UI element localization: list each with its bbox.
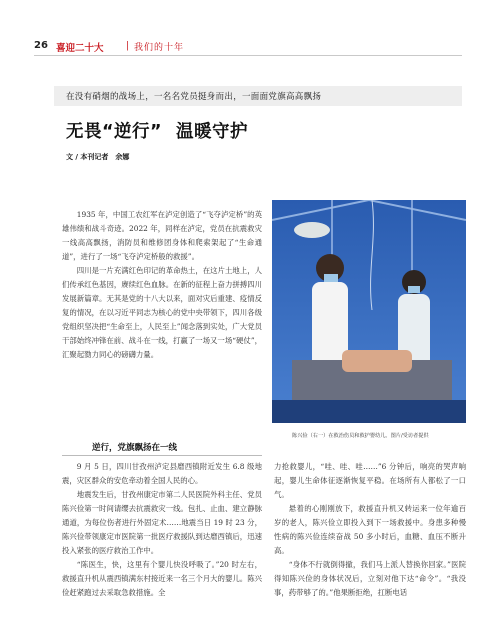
body-column-left	[62, 460, 262, 600]
section-heading: 逆行，党旗飘扬在一线	[92, 443, 178, 453]
article-photo	[272, 200, 466, 423]
photo-caption: 陈兴俭（右一）在救治伤员和救护婴幼儿。图片/受访者提供	[292, 433, 429, 439]
section-heading-rule	[62, 455, 262, 456]
section-subtitle: 我们的十年	[134, 43, 185, 53]
medical-tent-scene	[272, 200, 466, 423]
intro-paragraph: 1935 年，中国工农红军在泸定创造了“飞夺泸定桥”的英雄伟绩和战斗奇迹。2022 年，同样在泸定，党员在抗震救灾一线高高飘扬，消防员和维修团身体和爬索架起了“生命通道”，进行了一场“飞夺泸定桥般的救援”。	[62, 210, 262, 261]
header-separator: |	[126, 40, 130, 51]
section-brand: 喜迎二十大	[56, 43, 104, 54]
body-paragraph: 9 月 5 日，四川甘孜州泸定县磨西镇附近发生 6.8 级地震，灾区群众的安危牵动着全国人民的心。	[62, 462, 262, 485]
article-lead: 在没有硝烟的战场上，一名名党员挺身而出，一面面党旗高高飘扬	[66, 92, 322, 102]
body-paragraph: “身体不行就倒得撤，我们马上派人替换你回家。”医院得知陈兴俭的身体状况后，立刻对他下达“命令”。“我没事，药带够了的。”他果断拒绝，扛断电话	[274, 560, 466, 597]
title-part-1: 无畏“逆行”	[66, 122, 163, 142]
byline: 文 / 本刊记者 余娜	[66, 153, 130, 161]
intro-column	[62, 208, 262, 362]
body-paragraph: “陈医生，快，这里有个婴儿快没呼吸了。”20 时左右，救援直升机从震西镇满东村接近来一名三个月大的婴儿。陈兴俭赶紧跑过去采取急救措施。全	[62, 560, 262, 597]
article-title	[66, 118, 248, 143]
body-paragraph: 地震发生后，甘孜州康定市第二人民医院外科主任、党员陈兴俭第一时间请缨去抗震救灾一线。包扎、止血、建立静脉通道，为每位伤者进行外固定术……地震当日 19 时 23 分，陈兴俭带领康定市医院第一批医疗救援队到达磨西镇后，迅速投入紧张的医疗救治工作中。	[62, 490, 262, 555]
header-divider	[34, 55, 462, 56]
body-paragraph: 悬着的心刚刚放下，救援直升机又转运来一位年逾百岁的老人，陈兴俭立即投入到下一场救援中。身患多种慢性病的陈兴俭连续奋战 50 多小时后，血糖、血压不断升高。	[274, 504, 466, 555]
intro-paragraph: 四川是一片充满红色印记的革命热土，在这片土地上，人们传承红色基因，赓续红色血脉。在新的征程上奋力拼搏四川发展新篇章。无其是党的十八大以来，面对灾后重建、疫情反复的情况，在以习近平同志为核心的党中央带领下，四川各级党组织坚决把“生命至上，人民至上”闻念落到实处，广大党员干部始终冲锋在前、战斗在一线，打赢了一场又一场“硬仗”，汇聚起勠力同心的磅礴力量。	[62, 266, 262, 359]
title-part-2: 温暖守护	[176, 122, 249, 142]
body-column-right	[274, 460, 466, 600]
body-paragraph-continued: 力抢救婴儿，“哇、哇、哇……”6 分钟后，响亮的哭声响起，婴儿生命体征逐渐恢复平稳。在场所有人都松了一口气。	[274, 462, 466, 499]
page-number: 26	[34, 40, 48, 51]
